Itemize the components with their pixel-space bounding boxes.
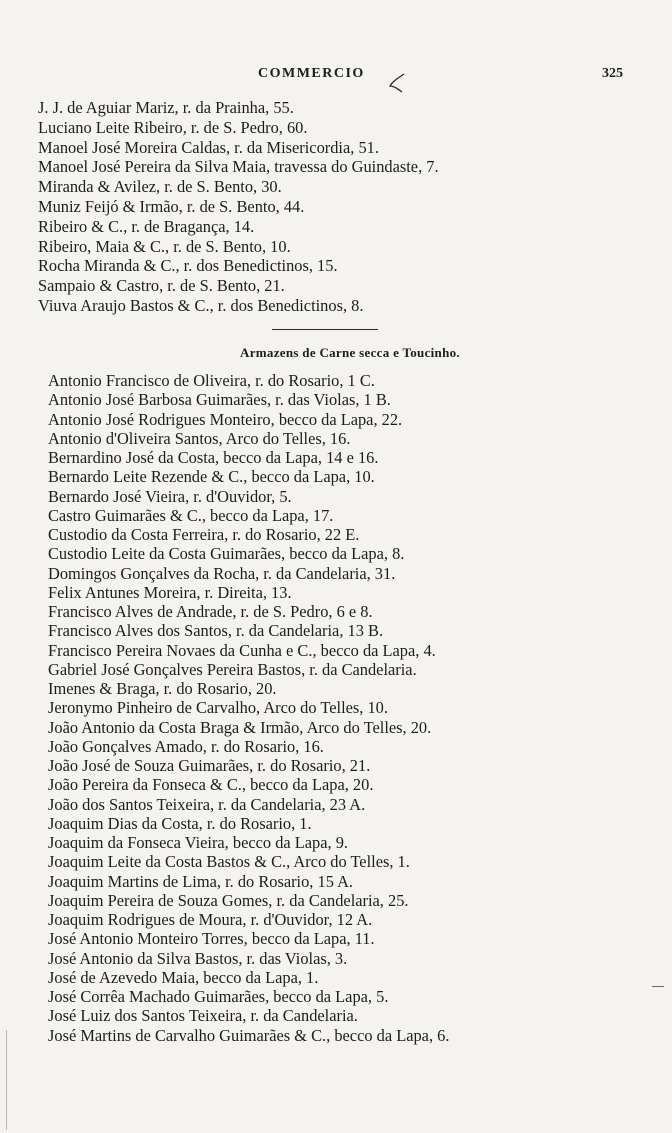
list-item: José Martins de Carvalho Guimarães & C., becco da Lapa, 6.: [48, 1025, 450, 1045]
list-item: Jeronymo Pinheiro de Carvalho, Arco do Telles, 10.: [48, 698, 388, 718]
list-item: Ribeiro, Maia & C., r. de S. Bento, 10.: [38, 236, 291, 256]
list-item: Joaquim da Fonseca Vieira, becco da Lapa, 9.: [48, 833, 349, 852]
entries-section-list: [48, 371, 658, 1045]
list-item: Joaquim Dias da Costa, r. do Rosario, 1.: [48, 813, 312, 833]
list-item: Joaquim Martins de Lima, r. do Rosario, 15 A.: [48, 871, 354, 891]
list-item: Gabriel José Gonçalves Pereira Bastos, r. da Candelaria.: [48, 659, 417, 679]
list-item: Custodio Leite da Costa Guimarães, becco da Lapa, 8.: [48, 544, 405, 564]
list-item: Francisco Pereira Novaes da Cunha e C., becco da Lapa, 4.: [48, 640, 436, 660]
margin-dash: [652, 986, 664, 987]
list-item: Joaquim Leite da Costa Bastos & C., Arco do Telles, 1.: [48, 852, 410, 872]
list-item: Antonio José Rodrigues Monteiro, becco da Lapa, 22.: [48, 409, 403, 429]
list-item: Muniz Feijó & Irmão, r. de S. Bento, 44.: [38, 196, 305, 216]
list-item: Joaquim Rodrigues de Moura, r. d'Ouvidor, 12 A.: [48, 910, 373, 929]
page-edge-line: [6, 1030, 7, 1130]
list-item: Felix Antunes Moreira, r. Direita, 13.: [48, 582, 292, 602]
list-item: Antonio Francisco de Oliveira, r. do Rosario, 1 C.: [48, 371, 375, 390]
handwritten-mark-icon: [386, 72, 408, 94]
list-item: José Corrêa Machado Guimarães, becco da Lapa, 5.: [48, 987, 389, 1006]
list-item: Antonio d'Oliveira Santos, Arco do Telles, 16.: [48, 428, 351, 448]
running-title: COMMERCIO: [258, 66, 365, 81]
page-number: 325: [602, 66, 623, 81]
list-item: João José de Souza Guimarães, r. do Rosario, 21.: [48, 756, 371, 775]
list-item: Antonio José Barbosa Guimarães, r. das Violas, 1 B.: [48, 390, 391, 410]
list-item: Custodio da Costa Ferreira, r. do Rosario, 22 E.: [48, 525, 360, 544]
list-item: Bernardo José Vieira, r. d'Ouvidor, 5.: [48, 486, 292, 506]
section-heading: [0, 345, 672, 361]
list-item: João Gonçalves Amado, r. do Rosario, 16.: [48, 736, 324, 756]
page-header: [0, 66, 672, 90]
list-item: João Pereira da Fonseca & C., becco da Lapa, 20.: [48, 775, 374, 795]
list-item: Imenes & Braga, r. do Rosario, 20.: [48, 679, 277, 698]
list-item: J. J. de Aguiar Mariz, r. da Prainha, 55.: [38, 98, 294, 117]
list-item: João Antonio da Costa Braga & Irmão, Arco do Telles, 20.: [48, 717, 432, 737]
entries-top-list: [38, 98, 658, 316]
list-item: Bernardo Leite Rezende & C., becco da Lapa, 10.: [48, 467, 375, 487]
list-item: Luciano Leite Ribeiro, r. de S. Pedro, 60.: [38, 117, 308, 137]
list-item: José Luiz dos Santos Teixeira, r. da Candelaria.: [48, 1006, 358, 1026]
list-item: Manoel José Pereira da Silva Maia, travessa do Guindaste, 7.: [38, 157, 439, 177]
list-item: Joaquim Pereira de Souza Gomes, r. da Candelaria, 25.: [48, 890, 409, 910]
section-heading-text: Armazens de Carne secca e Toucinho.: [240, 345, 460, 360]
list-item: José Antonio da Silva Bastos, r. das Violas, 3.: [48, 948, 348, 968]
list-item: Bernardino José da Costa, becco da Lapa, 14 e 16.: [48, 448, 379, 467]
list-item: Ribeiro & C., r. de Bragança, 14.: [38, 216, 255, 236]
list-item: José de Azevedo Maia, becco da Lapa, 1.: [48, 967, 319, 987]
list-item: Viuva Araujo Bastos & C., r. dos Benedictinos, 8.: [38, 295, 364, 315]
list-item: Manoel José Moreira Caldas, r. da Misericordia, 51.: [38, 137, 379, 157]
list-item: Sampaio & Castro, r. de S. Bento, 21.: [38, 276, 285, 296]
list-item: Castro Guimarães & C., becco da Lapa, 17.: [48, 505, 334, 525]
list-item: Francisco Alves dos Santos, r. da Candelaria, 13 B.: [48, 621, 384, 641]
list-item: Rocha Miranda & C., r. dos Benedictinos, 15.: [38, 256, 338, 276]
list-item: Francisco Alves de Andrade, r. de S. Pedro, 6 e 8.: [48, 602, 373, 621]
section-divider: [272, 329, 378, 330]
list-item: João dos Santos Teixeira, r. da Candelaria, 23 A.: [48, 794, 366, 814]
list-item: Domingos Gonçalves da Rocha, r. da Candelaria, 31.: [48, 563, 396, 583]
list-item: José Antonio Monteiro Torres, becco da Lapa, 11.: [48, 929, 375, 949]
list-item: Miranda & Avilez, r. de S. Bento, 30.: [38, 177, 282, 197]
